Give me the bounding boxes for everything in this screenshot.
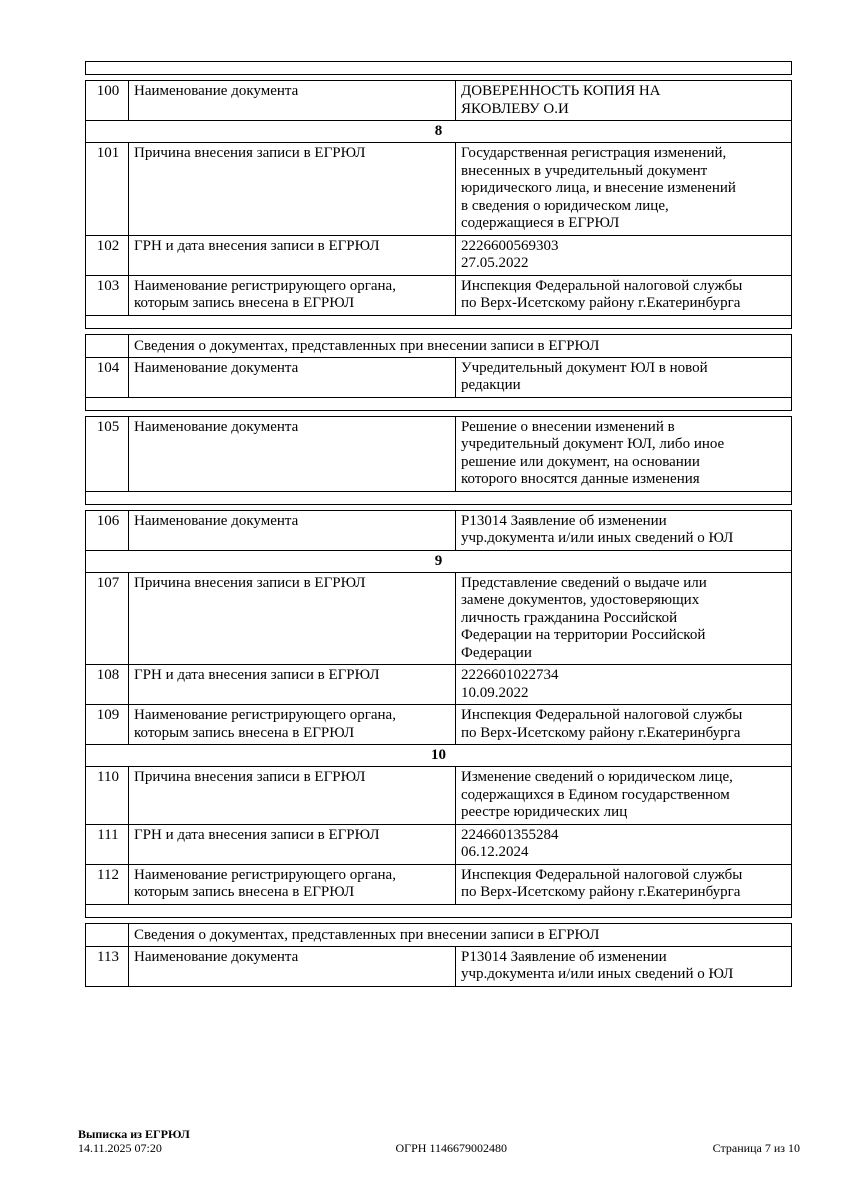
spacer-row	[86, 315, 792, 328]
footer-page-number: Страница 7 из 10	[712, 1140, 800, 1155]
table-row	[86, 510, 792, 550]
row-label: ГРН и дата внесения записи в ЕГРЮЛ	[129, 235, 456, 275]
row-label: Причина внесения записи в ЕГРЮЛ	[129, 143, 456, 236]
empty-number-cell	[86, 334, 129, 357]
row-value: 2226600569303 27.05.2022	[456, 235, 792, 275]
row-number: 100	[86, 81, 129, 121]
table-row	[86, 824, 792, 864]
row-number: 107	[86, 572, 129, 665]
row-label: Наименование документа	[129, 510, 456, 550]
spacer-row	[86, 904, 792, 917]
empty-number-cell	[86, 923, 129, 946]
row-label: Наименование регистрирующего органа, которым запись внесена в ЕГРЮЛ	[129, 705, 456, 745]
row-label: Наименование регистрирующего органа, которым запись внесена в ЕГРЮЛ	[129, 864, 456, 904]
section-number: 9	[86, 550, 792, 572]
spacer-row	[86, 62, 792, 75]
row-number: 101	[86, 143, 129, 236]
spacer-segment-top	[85, 61, 792, 75]
docs-header-row	[86, 334, 792, 357]
row-label: Наименование документа	[129, 81, 456, 121]
row-number: 103	[86, 275, 129, 315]
row-label: Наименование документа	[129, 357, 456, 397]
table-row	[86, 143, 792, 236]
footer-datetime: 14.11.2025 07:20	[78, 1140, 162, 1155]
row-value: Р13014 Заявление об изменении учр.документа и/или иных сведений о ЮЛ	[456, 510, 792, 550]
row-number: 108	[86, 665, 129, 705]
documents-segment-2	[85, 923, 792, 987]
row-value: Изменение сведений о юридическом лице, содержащихся в Едином государственном реестре юридических лиц	[456, 767, 792, 825]
table-row	[86, 572, 792, 665]
row-value: Учредительный документ ЮЛ в новой редакции	[456, 357, 792, 397]
row-value: Инспекция Федеральной налоговой службы по Верх-Исетскому району г.Екатеринбурга	[456, 705, 792, 745]
row-value: Государственная регистрация изменений, внесенных в учредительный документ юридического лица, и внесение изменений в сведения о юридическом лице, содержащиеся в ЕГРЮЛ	[456, 143, 792, 236]
page-footer	[78, 1128, 800, 1155]
table-row	[86, 81, 792, 121]
row-value: ДОВЕРЕННОСТЬ КОПИЯ НА ЯКОВЛЕВУ О.И	[456, 81, 792, 121]
row-label: ГРН и дата внесения записи в ЕГРЮЛ	[129, 665, 456, 705]
footer-ogrn: ОГРН 1146679002480	[395, 1140, 507, 1155]
table-row	[86, 864, 792, 904]
row-value: 2226601022734 10.09.2022	[456, 665, 792, 705]
section-number: 8	[86, 121, 792, 143]
row-label: Причина внесения записи в ЕГРЮЛ	[129, 767, 456, 825]
row-value: Решение о внесении изменений в учредительный документ ЮЛ, либо иное решение или документ, на основании которого вносятся данные изменения	[456, 416, 792, 491]
row-number: 109	[86, 705, 129, 745]
table-row	[86, 946, 792, 986]
section-row	[86, 745, 792, 767]
docs-header-row	[86, 923, 792, 946]
row-label: Причина внесения записи в ЕГРЮЛ	[129, 572, 456, 665]
row-label: Наименование документа	[129, 946, 456, 986]
row-number: 111	[86, 824, 129, 864]
table-row	[86, 235, 792, 275]
row-value: Р13014 Заявление об изменении учр.документа и/или иных сведений о ЮЛ	[456, 946, 792, 986]
row-number: 113	[86, 946, 129, 986]
row-value: Инспекция Федеральной налоговой службы по Верх-Исетскому району г.Екатеринбурга	[456, 275, 792, 315]
table-row	[86, 767, 792, 825]
table-row	[86, 416, 792, 491]
row-value: Инспекция Федеральной налоговой службы по Верх-Исетскому району г.Екатеринбурга	[456, 864, 792, 904]
document-segment-105	[85, 416, 792, 505]
section-number: 10	[86, 745, 792, 767]
footer-left	[78, 1128, 190, 1155]
row-label: Наименование документа	[129, 416, 456, 491]
footer-doc-title: Выписка из ЕГРЮЛ	[78, 1127, 190, 1141]
section-row	[86, 121, 792, 143]
table-row	[86, 665, 792, 705]
record-segment-9-10	[85, 510, 792, 918]
row-number: 112	[86, 864, 129, 904]
record-segment-8	[85, 80, 792, 329]
row-number: 106	[86, 510, 129, 550]
row-label: ГРН и дата внесения записи в ЕГРЮЛ	[129, 824, 456, 864]
documents-segment	[85, 334, 792, 411]
table-row	[86, 275, 792, 315]
row-value: Представление сведений о выдаче или замене документов, удостоверяющих личность гражданина Российской Федерации на территории Российской Федерации	[456, 572, 792, 665]
spacer-row	[86, 491, 792, 504]
row-number: 102	[86, 235, 129, 275]
spacer-row	[86, 397, 792, 410]
egrul-extract-page	[85, 61, 792, 992]
row-label: Наименование регистрирующего органа, которым запись внесена в ЕГРЮЛ	[129, 275, 456, 315]
row-number: 105	[86, 416, 129, 491]
row-number: 104	[86, 357, 129, 397]
table-row	[86, 357, 792, 397]
row-value: 2246601355284 06.12.2024	[456, 824, 792, 864]
row-number: 110	[86, 767, 129, 825]
docs-header-label: Сведения о документах, представленных при внесении записи в ЕГРЮЛ	[129, 334, 792, 357]
docs-header-label: Сведения о документах, представленных при внесении записи в ЕГРЮЛ	[129, 923, 792, 946]
table-row	[86, 705, 792, 745]
section-row	[86, 550, 792, 572]
